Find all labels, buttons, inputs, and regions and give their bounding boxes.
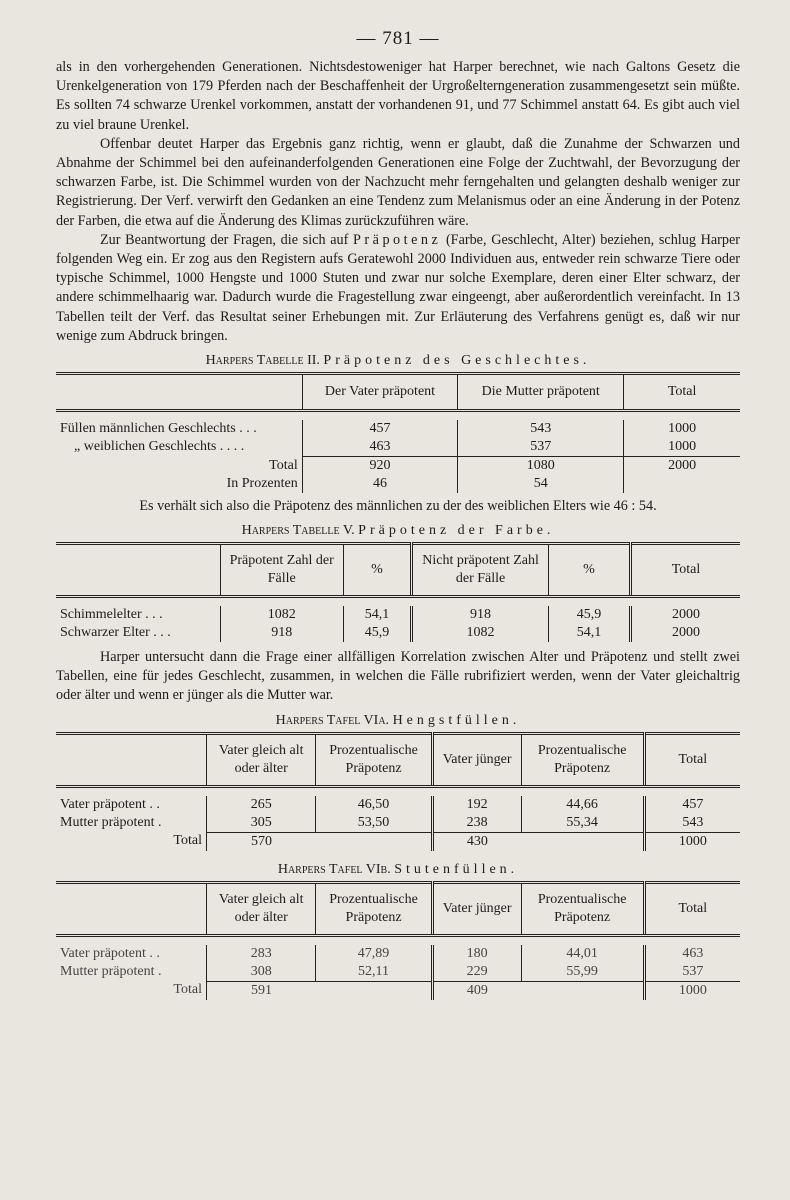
table-2-header: Total xyxy=(624,374,740,411)
table-total-row xyxy=(56,832,740,851)
row-label: Vater präpotent . . xyxy=(60,945,160,961)
cell: 45,9 xyxy=(343,624,411,642)
table-5 xyxy=(56,542,740,642)
table-6b-header: Vater gleich alt oder älter xyxy=(206,882,315,935)
table-5-header: Nicht präpotent Zahl der Fälle xyxy=(412,544,549,597)
table-5-header: % xyxy=(343,544,411,597)
table-row xyxy=(56,796,740,814)
cell: 305 xyxy=(206,814,315,833)
cell: 457 xyxy=(302,420,457,438)
cell: 46,50 xyxy=(316,796,432,814)
paragraph-1: als in den vorhergehenden Generationen. Nichtsdestoweniger hat Harper berechnet, wie nach Galtons Gesetz die Urenkelgeneration von 179 Pferden nach der Beschaffenheit der Urgroßelterngeneration zusammengesetzt sein müßte. Es sollten 74 schwarze Urenkel vorkommen, anstatt der vorhandenen 91, und 77 Schimmel anstatt 64. Es gibt auch viel zu viel braune Urenkel. xyxy=(56,59,740,133)
cell: 53,50 xyxy=(316,814,432,833)
table-6a-header: Total xyxy=(644,733,740,786)
table-2-corner xyxy=(56,374,302,411)
cell: 537 xyxy=(644,963,740,982)
table-2-header: Der Vater präpotent xyxy=(302,374,457,411)
table-row xyxy=(56,814,740,833)
table-6a-caption xyxy=(56,712,740,730)
cell: 44,66 xyxy=(521,796,644,814)
cell: 2000 xyxy=(624,457,740,476)
cell: 180 xyxy=(432,945,521,963)
row-label: „ weiblichen Geschlechts . . . . xyxy=(74,439,245,455)
cell: 238 xyxy=(432,814,521,833)
table-row xyxy=(56,420,740,438)
cell: 46 xyxy=(302,475,457,493)
cell: 52,11 xyxy=(316,963,432,982)
table-5-header: % xyxy=(548,544,630,597)
paragraph-3 xyxy=(56,231,740,346)
row-label: Füllen männlichen Geschlechts . . . xyxy=(60,421,257,437)
ratio-note: Es verhält sich also die Präpotenz des männlichen zu der des weiblichen Elters wie 46 : 54. xyxy=(139,498,657,515)
cell: 44,01 xyxy=(521,945,644,963)
cell: 308 xyxy=(206,963,315,982)
table-row xyxy=(56,438,740,457)
row-label: Mutter präpotent . xyxy=(60,963,162,979)
paragraph-3-start: Zur Beantwortung der Fragen, die sich auf xyxy=(100,231,349,248)
table-6a-header: Prozentualische Präpotenz xyxy=(521,733,644,786)
table-6b-caption-subtitle: Stutenfüllen. xyxy=(394,861,519,877)
row-label: Total xyxy=(269,457,298,473)
table-6a-header: Vater gleich alt oder älter xyxy=(206,733,315,786)
table-5-caption xyxy=(56,522,740,540)
cell: 1000 xyxy=(624,420,740,438)
table-6b-header: Prozentualische Präpotenz xyxy=(521,882,644,935)
table-row xyxy=(56,945,740,963)
cell: 265 xyxy=(206,796,315,814)
table-2-caption-subtitle: Präpotenz des Geschlechtes. xyxy=(323,353,591,369)
cell: 47,89 xyxy=(316,945,432,963)
table-6a-header: Prozentualische Präpotenz xyxy=(316,733,432,786)
cell: 1082 xyxy=(220,606,343,624)
cell: 192 xyxy=(432,796,521,814)
table-6a-caption-subtitle: Hengstfüllen. xyxy=(392,712,521,728)
cell: 1082 xyxy=(412,624,549,642)
cell: 591 xyxy=(206,981,315,1000)
cell: 409 xyxy=(432,981,521,1000)
cell: 463 xyxy=(644,945,740,963)
table-6b-header: Vater jünger xyxy=(432,882,521,935)
cell: 54,1 xyxy=(548,624,630,642)
cell: 2000 xyxy=(631,624,740,642)
cell: 54,1 xyxy=(343,606,411,624)
page-number: — 781 — xyxy=(356,28,440,49)
cell: 55,34 xyxy=(521,814,644,833)
row-label: Total xyxy=(173,982,202,998)
cell: 463 xyxy=(302,438,457,457)
cell: 570 xyxy=(206,832,315,851)
cell: 430 xyxy=(432,832,521,851)
cell: 457 xyxy=(644,796,740,814)
paragraph-4 xyxy=(56,648,740,706)
table-6a-header: Vater jünger xyxy=(432,733,521,786)
cell: 1080 xyxy=(458,457,624,476)
paragraph-3-rest: (Farbe, Geschlecht, Alter) beziehen, schlug Harper folgenden Weg ein. Er zog aus den Registern aufs Geratewohl 2000 Individuen aus, entweder rein schwarze Tiere oder typische Schimmel, 1000 Hengste und 1000 Stuten und zwar nur solche Exemplare, deren einer Elter schwarz, der andere schimmelhaarig war. Dadurch wurde die Fragestellung zwar eingeengt, aber außerordentlich vereinfacht. In 13 Tabellen teilt der Verf. das Resultat seiner Erhebungen mit. Zur Erläuterung des Verfahrens genügt es, daß wir nur wenige zum Abdruck bringen. xyxy=(56,231,741,344)
cell: 229 xyxy=(432,963,521,982)
cell: 537 xyxy=(458,438,624,457)
table-5-header: Total xyxy=(631,544,740,597)
cell: 1000 xyxy=(644,981,740,1000)
table-6b xyxy=(56,881,740,1000)
cell: 45,9 xyxy=(548,606,630,624)
cell: 920 xyxy=(302,457,457,476)
table-2-header: Die Mutter präpotent xyxy=(458,374,624,411)
row-label: Schwarzer Elter . . . xyxy=(60,625,171,641)
table-6a xyxy=(56,732,740,851)
emphasis-praepotenz: Präpotenz xyxy=(353,231,442,248)
table-5-header: Präpotent Zahl der Fälle xyxy=(220,544,343,597)
cell: 55,99 xyxy=(521,963,644,982)
cell: 54 xyxy=(458,475,624,493)
cell: 2000 xyxy=(631,606,740,624)
table-row xyxy=(56,963,740,982)
table-2-caption xyxy=(56,352,740,370)
cell: 283 xyxy=(206,945,315,963)
paragraph-2: Offenbar deutet Harper das Ergebnis ganz richtig, wenn er glaubt, daß die Zunahme der Schwarzen und Abnahme der Schimmel bei den aufeinanderfolgenden Generationen eine Folge der Zuchtwahl, der Bevorzugung der schwarzen Farbe, ist. Die Schimmel wurden von der Nachzucht mehr ferngehalten und gelangten deshalb weniger zur Registrierung. Der Verf. verwirft den Gedanken an eine Tendenz zum Melanismus oder an eine Änderung in der Potenz der Farben, die etwa auf die Änderung des Klimas zurückzuführen wäre. xyxy=(56,135,740,229)
table-2-caption-title: Harpers Tabelle II. xyxy=(205,353,320,369)
row-label: Total xyxy=(173,833,202,849)
cell: 918 xyxy=(220,624,343,642)
cell: 918 xyxy=(412,606,549,624)
table-6a-caption-title: Harpers Tafel VIa. xyxy=(275,712,390,728)
table-6b-header: Total xyxy=(644,882,740,935)
cell: 543 xyxy=(644,814,740,833)
row-label: Schimmelelter . . . xyxy=(60,607,163,623)
table-6b-caption xyxy=(56,861,740,879)
table-6b-caption-title: Harpers Tafel VIb. xyxy=(277,861,391,877)
table-2 xyxy=(56,372,740,493)
table-total-row xyxy=(56,457,740,476)
paragraph-4-text: Harper untersucht dann die Frage einer allfälligen Korrelation zwischen Alter und Präpotenz und stellt zwei Tabellen, eine für jedes Geschlecht, zusammen, in welchen die Fälle rubrifiziert werden, wenn der Vater gleichaltrig oder älter und wenn er jünger als die Mutter war. xyxy=(56,649,740,704)
table-5-caption-title: Harpers Tabelle V. xyxy=(241,523,355,539)
table-5-caption-subtitle: Präpotenz der Farbe. xyxy=(358,523,555,539)
cell: 1000 xyxy=(624,438,740,457)
row-label: In Prozenten xyxy=(226,476,298,492)
cell: 543 xyxy=(458,420,624,438)
table-total-row xyxy=(56,981,740,1000)
table-row xyxy=(56,606,740,624)
row-label: Mutter präpotent . xyxy=(60,814,162,830)
row-label: Vater präpotent . . xyxy=(60,796,160,812)
table-6b-header: Prozentualische Präpotenz xyxy=(316,882,432,935)
cell: 1000 xyxy=(644,832,740,851)
table-percent-row xyxy=(56,475,740,493)
table-row xyxy=(56,624,740,642)
